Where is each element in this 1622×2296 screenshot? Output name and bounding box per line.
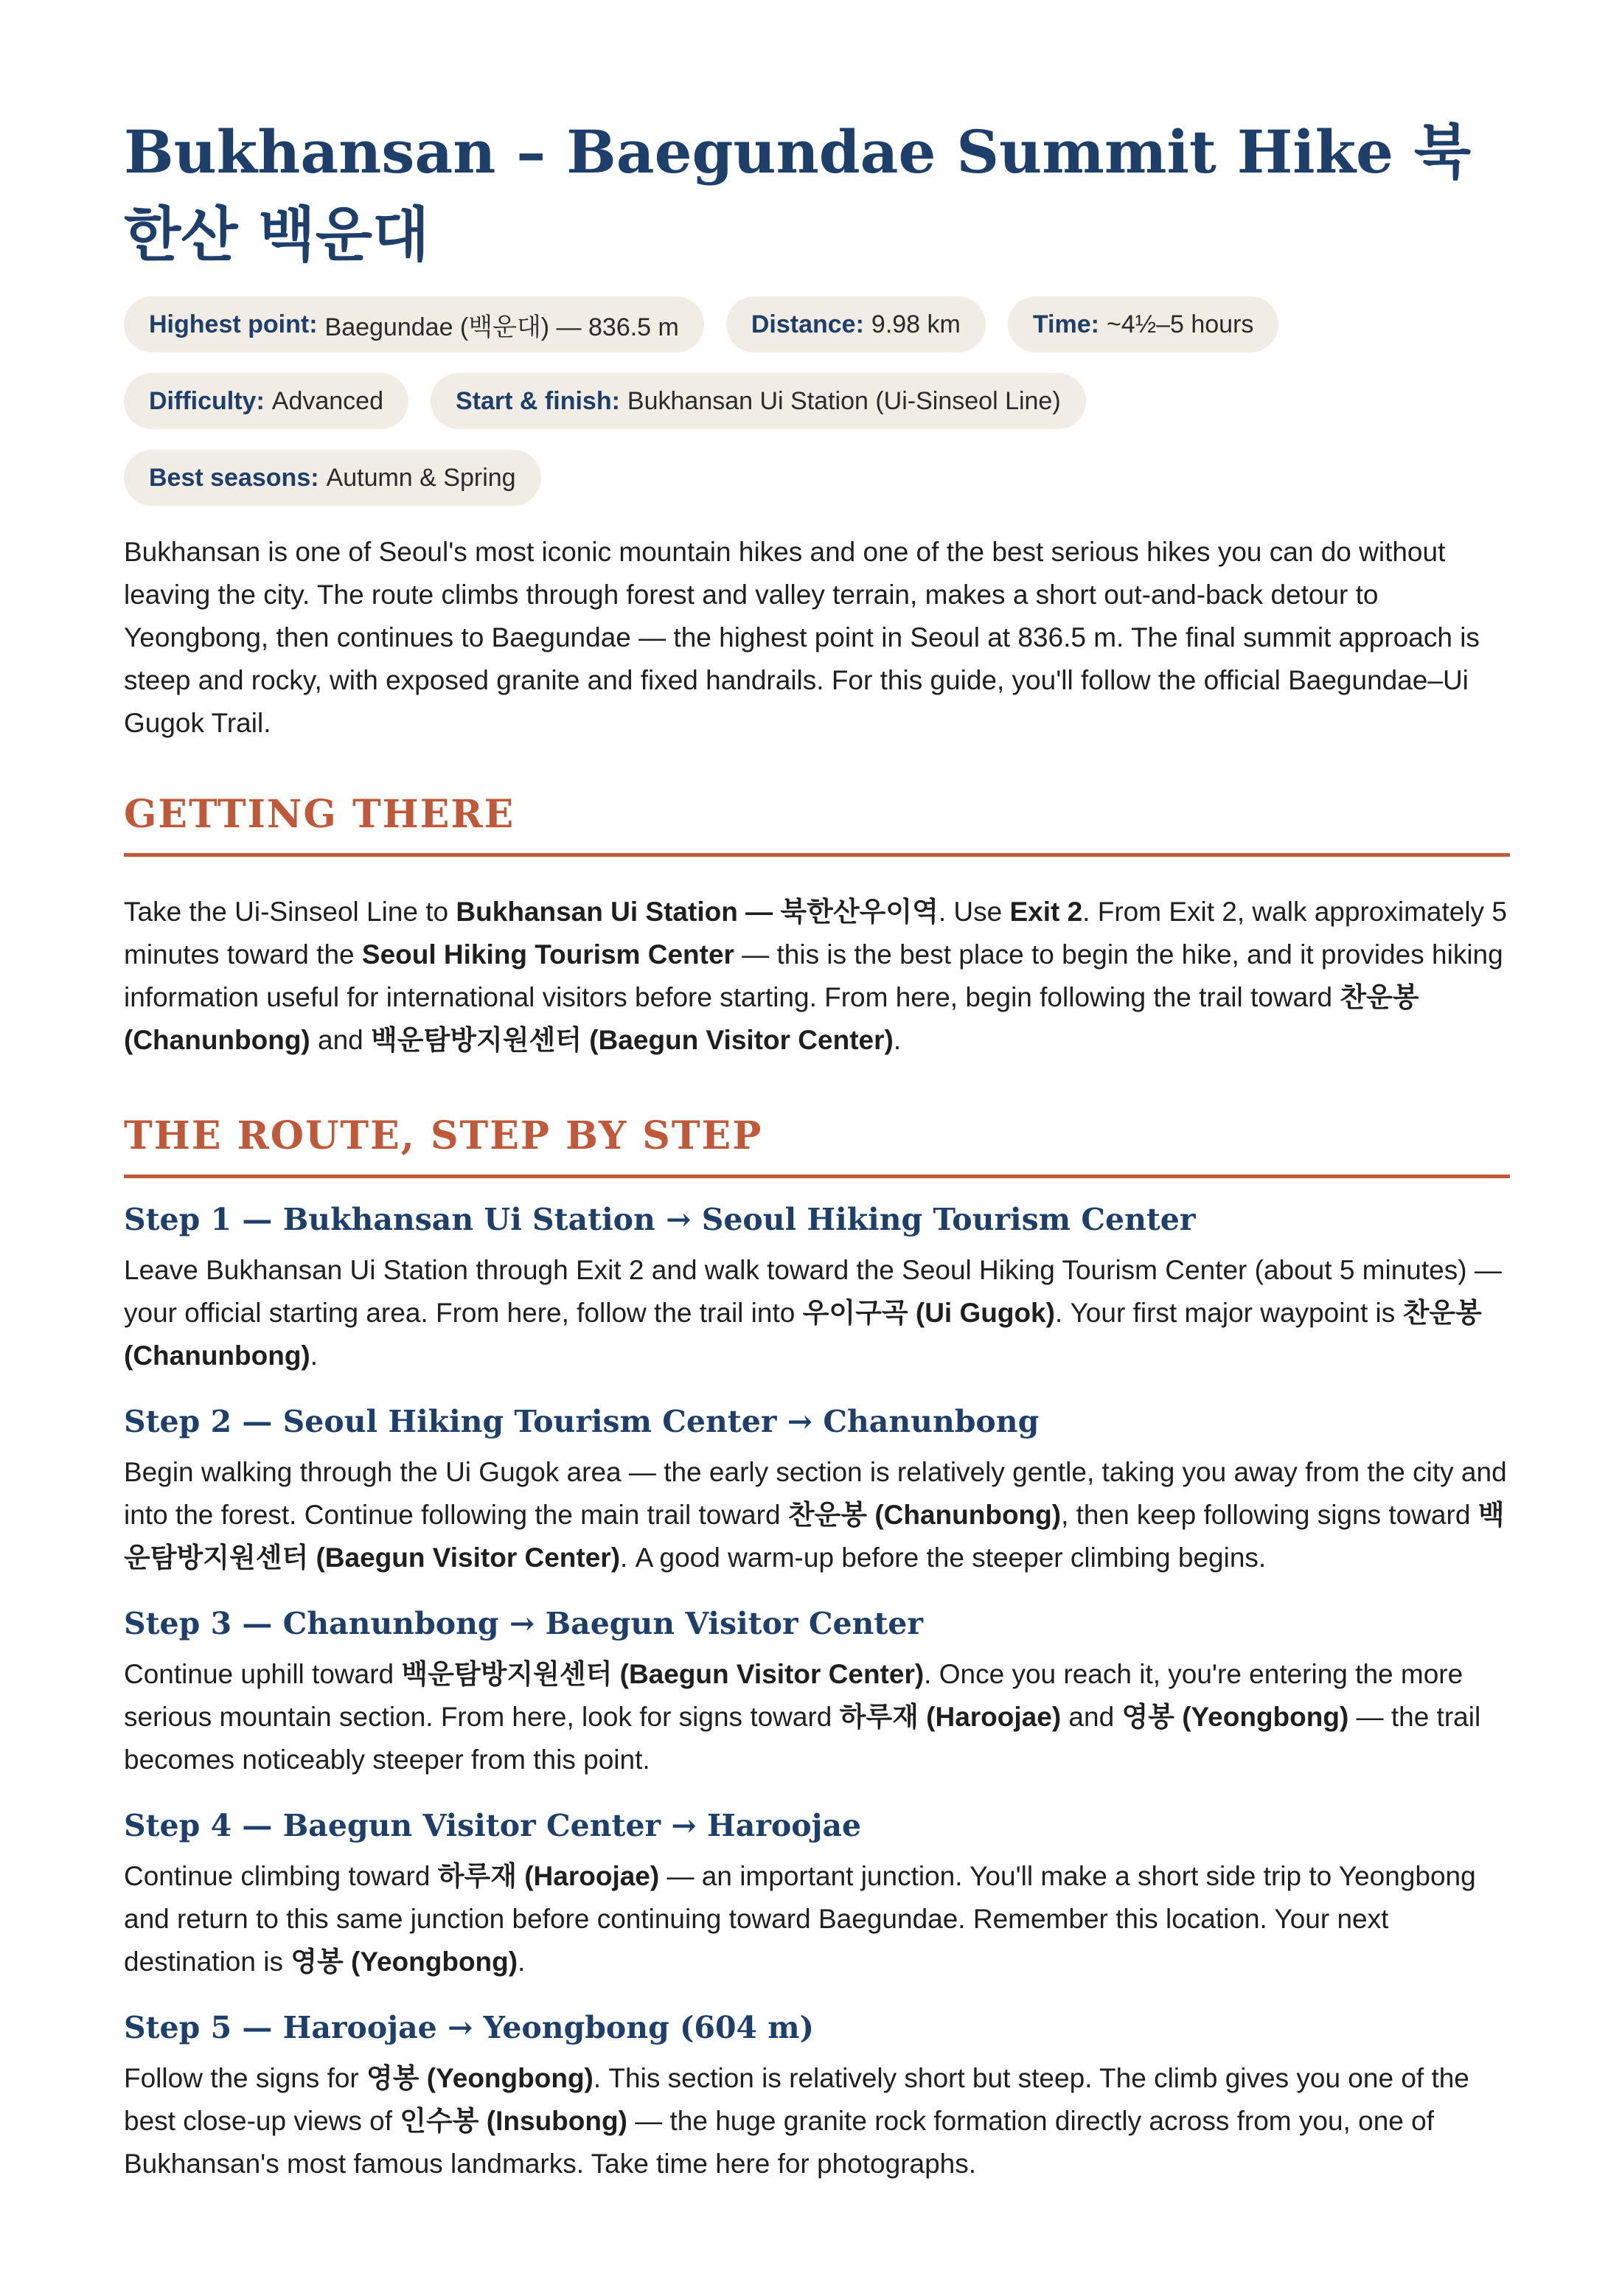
chip-best-seasons xyxy=(124,450,541,506)
chip-highest-point xyxy=(124,296,704,352)
step-paragraph xyxy=(124,2057,1510,2185)
text: Continue climbing toward xyxy=(124,1861,438,1891)
chip-key: Distance: xyxy=(751,310,864,338)
step-paragraph xyxy=(124,1855,1510,1983)
chip-start-finish xyxy=(431,373,1086,429)
chip-distance xyxy=(726,296,986,352)
step-2 xyxy=(124,1402,1510,1579)
page-title: Bukhansan – Baegundae Summit Hike 북한산 백운대 xyxy=(124,117,1472,269)
text: . Use xyxy=(938,897,1010,927)
bold-text: 우이구곡 (Ui Gugok) xyxy=(802,1298,1055,1328)
step-4 xyxy=(124,1806,1510,1983)
text: Leave Bukhansan Ui Station through Exit 2 and walk toward the Seoul Hiking Tourism Center (about 5 minutes) — your official starting area. From here, follow the trail into xyxy=(124,1255,1502,1328)
text: . Your first major waypoint is xyxy=(1054,1298,1403,1328)
chip-difficulty xyxy=(124,373,408,429)
chip-value: Bukhansan Ui Station (Ui-Sinseol Line) xyxy=(627,386,1061,415)
route-section xyxy=(124,1113,1510,2185)
text: — the huge granite rock formation directly across from you, one of Bukhansan's most famous landmarks. Take time here for photographs. xyxy=(124,2106,1434,2179)
bold-text: 영봉 (Yeongbong) xyxy=(366,2063,594,2093)
getting-there-section xyxy=(124,792,1510,1062)
section-heading-getting-there: GETTING THERE xyxy=(124,792,1510,857)
info-chips xyxy=(124,296,1510,506)
bold-text: 백운탐방지원센터 (Baegun Visitor Center) xyxy=(401,1659,925,1689)
bold-text: Exit 2 xyxy=(1009,897,1083,927)
bold-text: 백운탐방지원센터 (Baegun Visitor Center) xyxy=(124,1500,1505,1573)
chip-key: Time: xyxy=(1032,310,1099,338)
step-paragraph xyxy=(124,1249,1510,1377)
bold-text: 백운탐방지원센터 (Baegun Visitor Center) xyxy=(371,1025,894,1055)
step-1 xyxy=(124,1200,1510,1377)
chip-value: ~4½–5 hours xyxy=(1106,310,1254,338)
text: Follow the signs for xyxy=(124,2063,367,2093)
bold-text: 하루재 (Haroojae) xyxy=(437,1861,660,1891)
text: Continue uphill toward xyxy=(124,1659,402,1689)
text: . Once you reach it, you're entering the more serious mountain section. From here, look for signs toward xyxy=(124,1659,1463,1732)
text: , then keep following signs toward xyxy=(1061,1500,1478,1530)
bold-text: 영봉 (Yeongbong) xyxy=(1121,1702,1349,1732)
step-title: Step 5 — Haroojae → Yeongbong (604 m) xyxy=(124,2010,815,2045)
text: . xyxy=(893,1025,902,1055)
page xyxy=(124,111,1510,2210)
bold-text: Bukhansan Ui Station — 북한산우이역 xyxy=(456,897,939,927)
chip-key: Start & finish: xyxy=(456,386,620,415)
chip-time xyxy=(1008,296,1279,352)
text: — this is the best place to begin the hike, and it provides hiking information useful for international visitors before starting. From here, begin following the trail toward xyxy=(124,939,1503,1012)
text: . From Exit 2, walk approximately 5 minutes toward the xyxy=(124,897,1507,970)
intro-paragraph: Bukhansan is one of Seoul's most iconic mountain hikes and one of the best serious hikes you can do without leaving the city. The route climbs through forest and valley terrain, makes a short out-and-back detour to Yeongbong, then continues to Baegundae — the highest point in Seoul at 836.5 m. The final summit approach is steep and rocky, with exposed granite and fixed handrails. For this guide, you'll follow the official Baegundae–Ui Gugok Trail. xyxy=(124,537,1480,738)
bold-text: 찬운봉 (Chanunbong) xyxy=(124,982,1419,1055)
step-5 xyxy=(124,2008,1510,2185)
step-paragraph xyxy=(124,1653,1510,1781)
text: and xyxy=(310,1025,372,1055)
bold-text: 인수봉 (Insubong) xyxy=(400,2106,627,2136)
text: . This section is relatively short but steep. The climb gives you one of the best close-up views of xyxy=(124,2063,1469,2136)
chip-value: Advanced xyxy=(271,386,384,415)
chip-value: 9.98 km xyxy=(871,310,961,338)
text: — an important junction. You'll make a short side trip to Yeongbong and return to this same junction before continuing toward Baegundae. Remember this location. Your next destination is xyxy=(124,1861,1476,1977)
text: . xyxy=(518,1947,526,1977)
step-3 xyxy=(124,1604,1510,1781)
step-title: Step 1 — Bukhansan Ui Station → Seoul Hiking Tourism Center xyxy=(124,1202,1196,1237)
step-paragraph xyxy=(124,1451,1510,1579)
chip-key: Best seasons: xyxy=(149,463,319,492)
section-heading-route: THE ROUTE, STEP BY STEP xyxy=(124,1113,1510,1178)
text: and xyxy=(1061,1702,1122,1732)
text: Begin walking through the Ui Gugok area — the early section is relatively gentle, taking you away from the city and into the forest. Continue following the main trail toward xyxy=(124,1457,1507,1530)
chip-key: Difficulty: xyxy=(149,386,265,415)
bold-text: 찬운봉 (Chanunbong) xyxy=(124,1298,1482,1371)
step-title: Step 2 — Seoul Hiking Tourism Center → Chanunbong xyxy=(124,1404,1040,1439)
step-title: Step 3 — Chanunbong → Baegun Visitor Center xyxy=(124,1606,923,1641)
bold-text: 찬운봉 (Chanunbong) xyxy=(787,1500,1062,1530)
text: . A good warm-up before the steeper climbing begins. xyxy=(620,1542,1267,1573)
step-title: Step 4 — Baegun Visitor Center → Haroojae xyxy=(124,1808,862,1843)
chip-value: Baegundae (백운대) — 836.5 m xyxy=(324,313,679,341)
text: — the trail becomes noticeably steeper from this point. xyxy=(124,1702,1481,1775)
bold-text: 하루재 (Haroojae) xyxy=(839,1702,1062,1732)
chip-key: Highest point: xyxy=(149,310,318,338)
text: Take the Ui-Sinseol Line to xyxy=(124,897,456,927)
bold-text: Seoul Hiking Tourism Center xyxy=(361,939,734,970)
text: . xyxy=(310,1340,319,1371)
getting-there-paragraph xyxy=(124,891,1510,1062)
chip-value: Autumn & Spring xyxy=(326,463,516,492)
bold-text: 영봉 (Yeongbong) xyxy=(290,1947,518,1977)
